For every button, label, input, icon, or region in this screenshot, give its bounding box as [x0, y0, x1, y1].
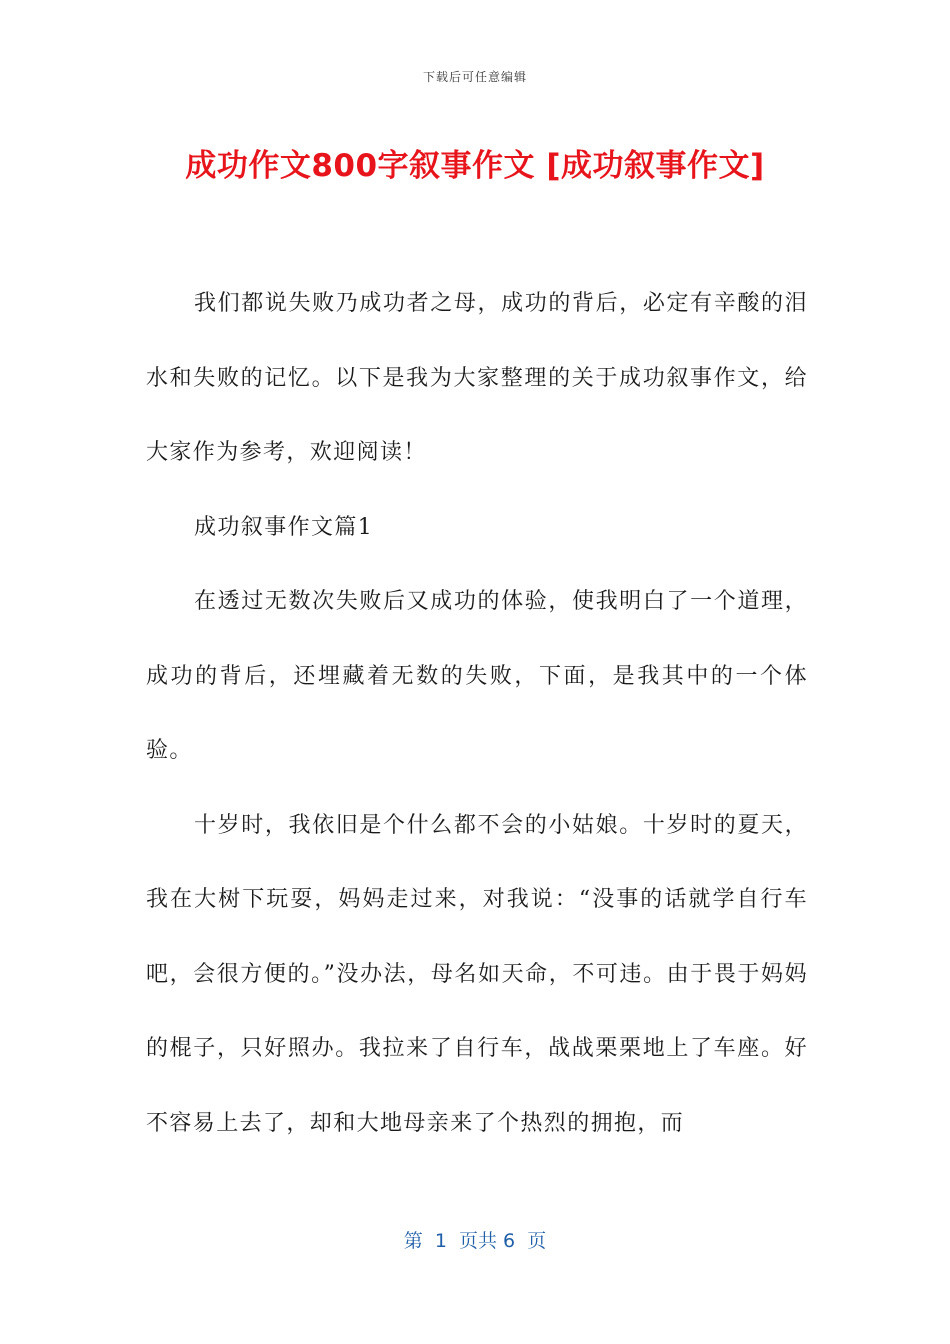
section-heading: 成功叙事作文篇1 — [194, 514, 374, 540]
document-body — [146, 267, 808, 1161]
page-footer: 第 1 页共 6 页 — [403, 1230, 547, 1252]
paragraph-experience: 在透过无数次失败后又成功的体验，使我明白了一个道理，成功的背后，还埋藏着无数的失败，下面，是我其中的一个体验。 — [146, 589, 808, 763]
paragraph-story: 十岁时，我依旧是个什么都不会的小姑娘。十岁时的夏天，我在大树下玩耍，妈妈走过来，对我说：“没事的话就学自行车吧，会很方便的。”没办法，母名如天命，不可违。由于畏于妈妈的棍子，只好照办。我拉来了自行车，战战栗栗地上了车座。好不容易上去了，却和大地母亲来了个热烈的拥抱，而 — [146, 812, 808, 1136]
paragraph-intro: 我们都说失败乃成功者之母，成功的背后，必定有辛酸的泪水和失败的记忆。以下是我为大家整理的关于成功叙事作文，给大家作为参考，欢迎阅读！ — [146, 291, 808, 465]
document-title: 成功作文800字叙事作文 [成功叙事作文] — [185, 148, 765, 184]
header-note: 下载后可任意编辑 — [422, 70, 527, 84]
